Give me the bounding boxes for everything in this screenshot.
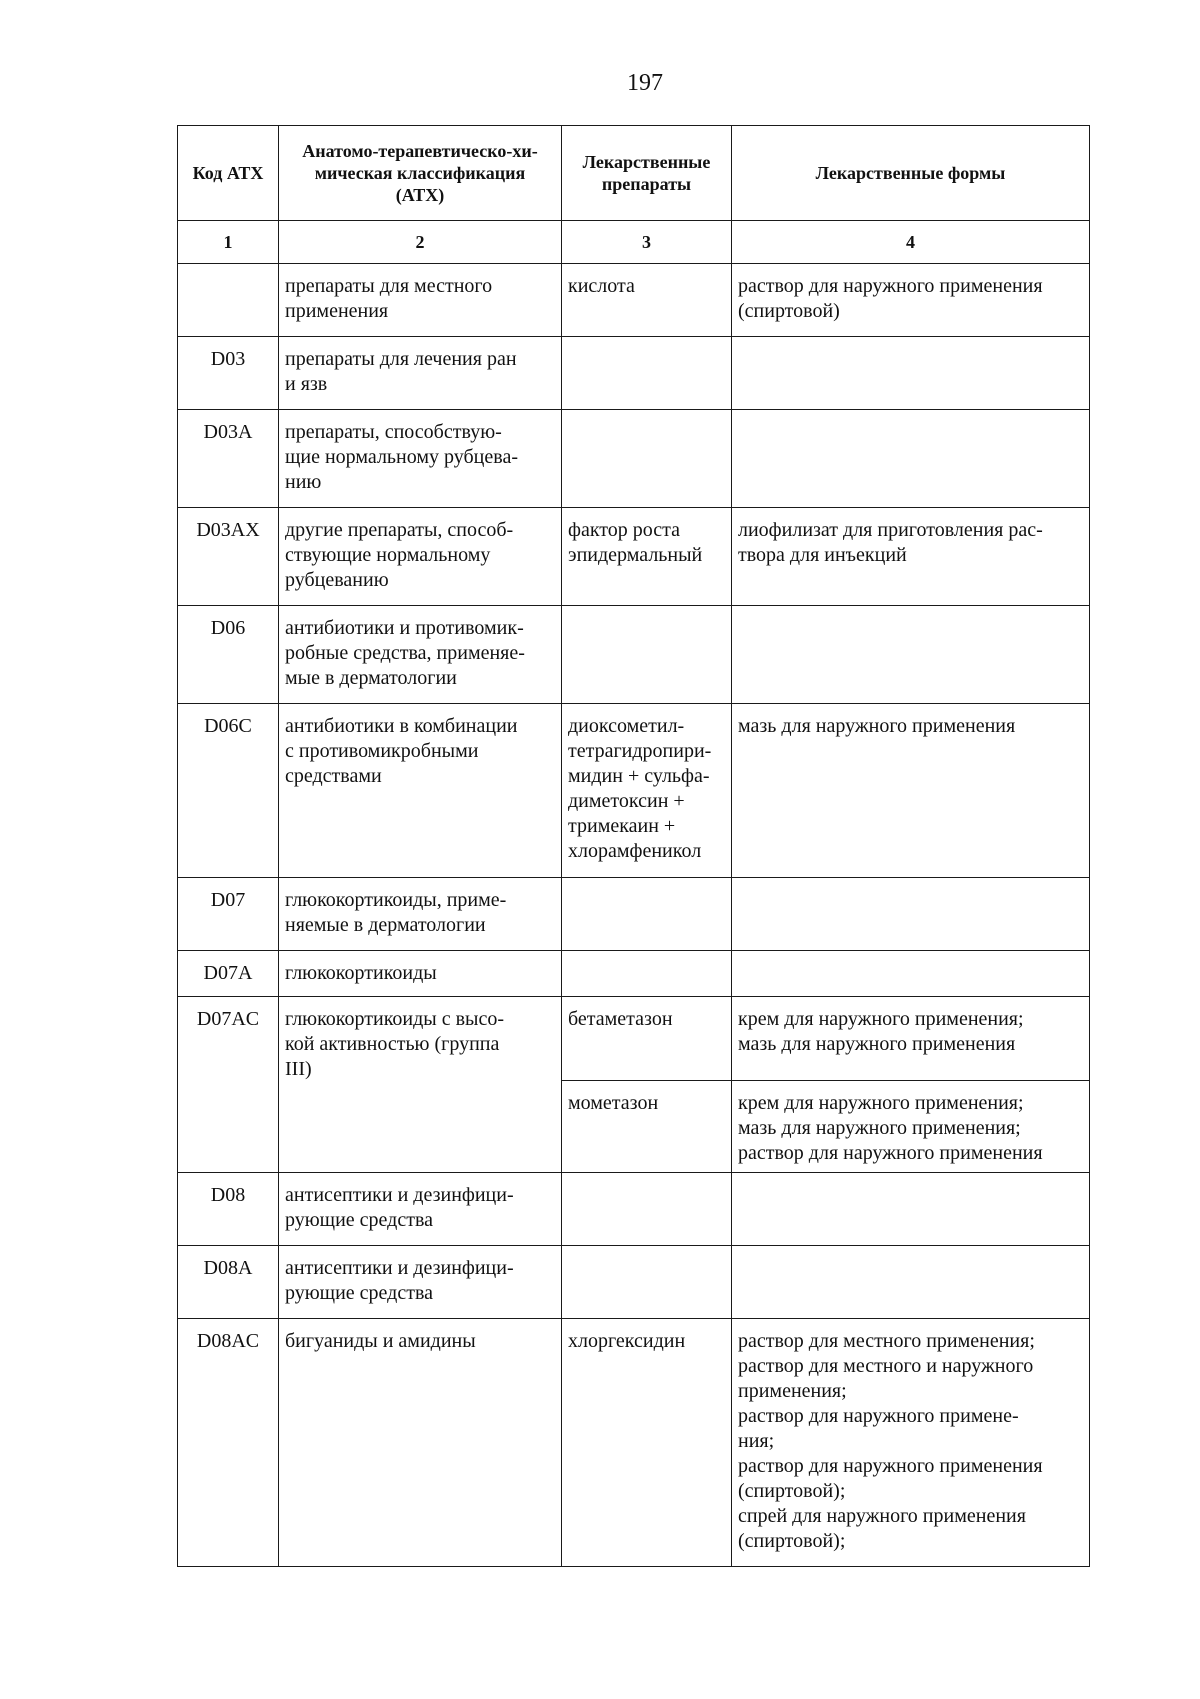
classification-cell: препараты для лечения ран и язв [279,337,562,410]
atx-code-cell: D06C [178,704,279,878]
drug-cell: фактор роста эпидермальный [562,508,732,606]
table-row [178,337,1090,410]
table-row [178,951,1090,997]
header-drugs: Лекарственные препараты [562,126,732,221]
header-classification: Анатомо-терапевтическо-хи- мическая классификация (АТХ) [279,126,562,221]
column-number: 3 [562,221,732,264]
dosage-form-cell [732,337,1090,410]
classification-cell: глюкокортикоиды, приме- няемые в дерматологии [279,878,562,951]
drug-cell: бетаметазон [562,997,732,1081]
table-row [178,1319,1090,1567]
dosage-form-cell [732,410,1090,508]
dosage-form-cell [732,878,1090,951]
classification-cell: антисептики и дезинфици- рующие средства [279,1173,562,1246]
table-body [178,221,1090,1567]
drug-cell: кислота [562,264,732,337]
column-number: 4 [732,221,1090,264]
classification-cell: антисептики и дезинфици- рующие средства [279,1246,562,1319]
atx-code-cell: D07AC [178,997,279,1173]
classification-cell: антибиотики и противомик- робные средства, применяе- мые в дерматологии [279,606,562,704]
drug-cell [562,410,732,508]
drug-cell: хлоргексидин [562,1319,732,1567]
dosage-form-cell: раствор для местного применения; раствор для местного и наружного применения; раствор для наружного примене- ния; раствор для наружного применения (спиртовой); спрей для наружного применения (спиртовой); [732,1319,1090,1567]
atx-code-cell: D07 [178,878,279,951]
drug-cell: мометазон [562,1081,732,1173]
classification-cell: другие препараты, способ- ствующие нормальному рубцеванию [279,508,562,606]
header-forms: Лекарственные формы [732,126,1090,221]
dosage-form-cell: крем для наружного применения; мазь для наружного применения; раствор для наружного применения [732,1081,1090,1173]
drug-cell [562,1173,732,1246]
dosage-form-cell [732,1173,1090,1246]
drug-cell [562,1246,732,1319]
table-row [178,264,1090,337]
dosage-form-cell [732,951,1090,997]
atx-code-cell: D07A [178,951,279,997]
table-row [178,1173,1090,1246]
atx-code-cell: D03AX [178,508,279,606]
dosage-form-cell: раствор для наружного применения (спиртовой) [732,264,1090,337]
drug-cell [562,606,732,704]
atx-code-cell [178,264,279,337]
classification-cell: глюкокортикоиды [279,951,562,997]
atx-code-cell: D03 [178,337,279,410]
header-row [178,126,1090,221]
page-number: 197 [627,70,663,96]
table-row [178,997,1090,1081]
dosage-form-cell: лиофилизат для приготовления рас- твора для инъекций [732,508,1090,606]
classification-cell: препараты для местного применения [279,264,562,337]
table-row [178,508,1090,606]
column-number-row [178,221,1090,264]
table-row [178,704,1090,878]
classification-cell: антибиотики в комбинации с противомикробными средствами [279,704,562,878]
dosage-form-cell: мазь для наружного применения [732,704,1090,878]
table-row [178,1246,1090,1319]
atx-table [177,125,1090,1567]
header-code: Код АТХ [178,126,279,221]
classification-cell: бигуаниды и амидины [279,1319,562,1567]
drug-cell [562,951,732,997]
drug-cell [562,337,732,410]
atx-code-cell: D08AC [178,1319,279,1567]
atx-code-cell: D08 [178,1173,279,1246]
classification-cell: препараты, способствую- щие нормальному рубцева- нию [279,410,562,508]
table-row [178,606,1090,704]
dosage-form-cell [732,1246,1090,1319]
table-row [178,410,1090,508]
drug-cell: диоксометил- тетрагидропири- мидин + сульфа- диметоксин + тримекаин + хлорамфеникол [562,704,732,878]
classification-cell: глюкокортикоиды с высо- кой активностью (группа III) [279,997,562,1173]
column-number: 2 [279,221,562,264]
column-number: 1 [178,221,279,264]
dosage-form-cell: крем для наружного применения; мазь для наружного применения [732,997,1090,1081]
drug-cell [562,878,732,951]
dosage-form-cell [732,606,1090,704]
atx-code-cell: D06 [178,606,279,704]
atx-code-cell: D03A [178,410,279,508]
atx-code-cell: D08A [178,1246,279,1319]
table-row [178,878,1090,951]
